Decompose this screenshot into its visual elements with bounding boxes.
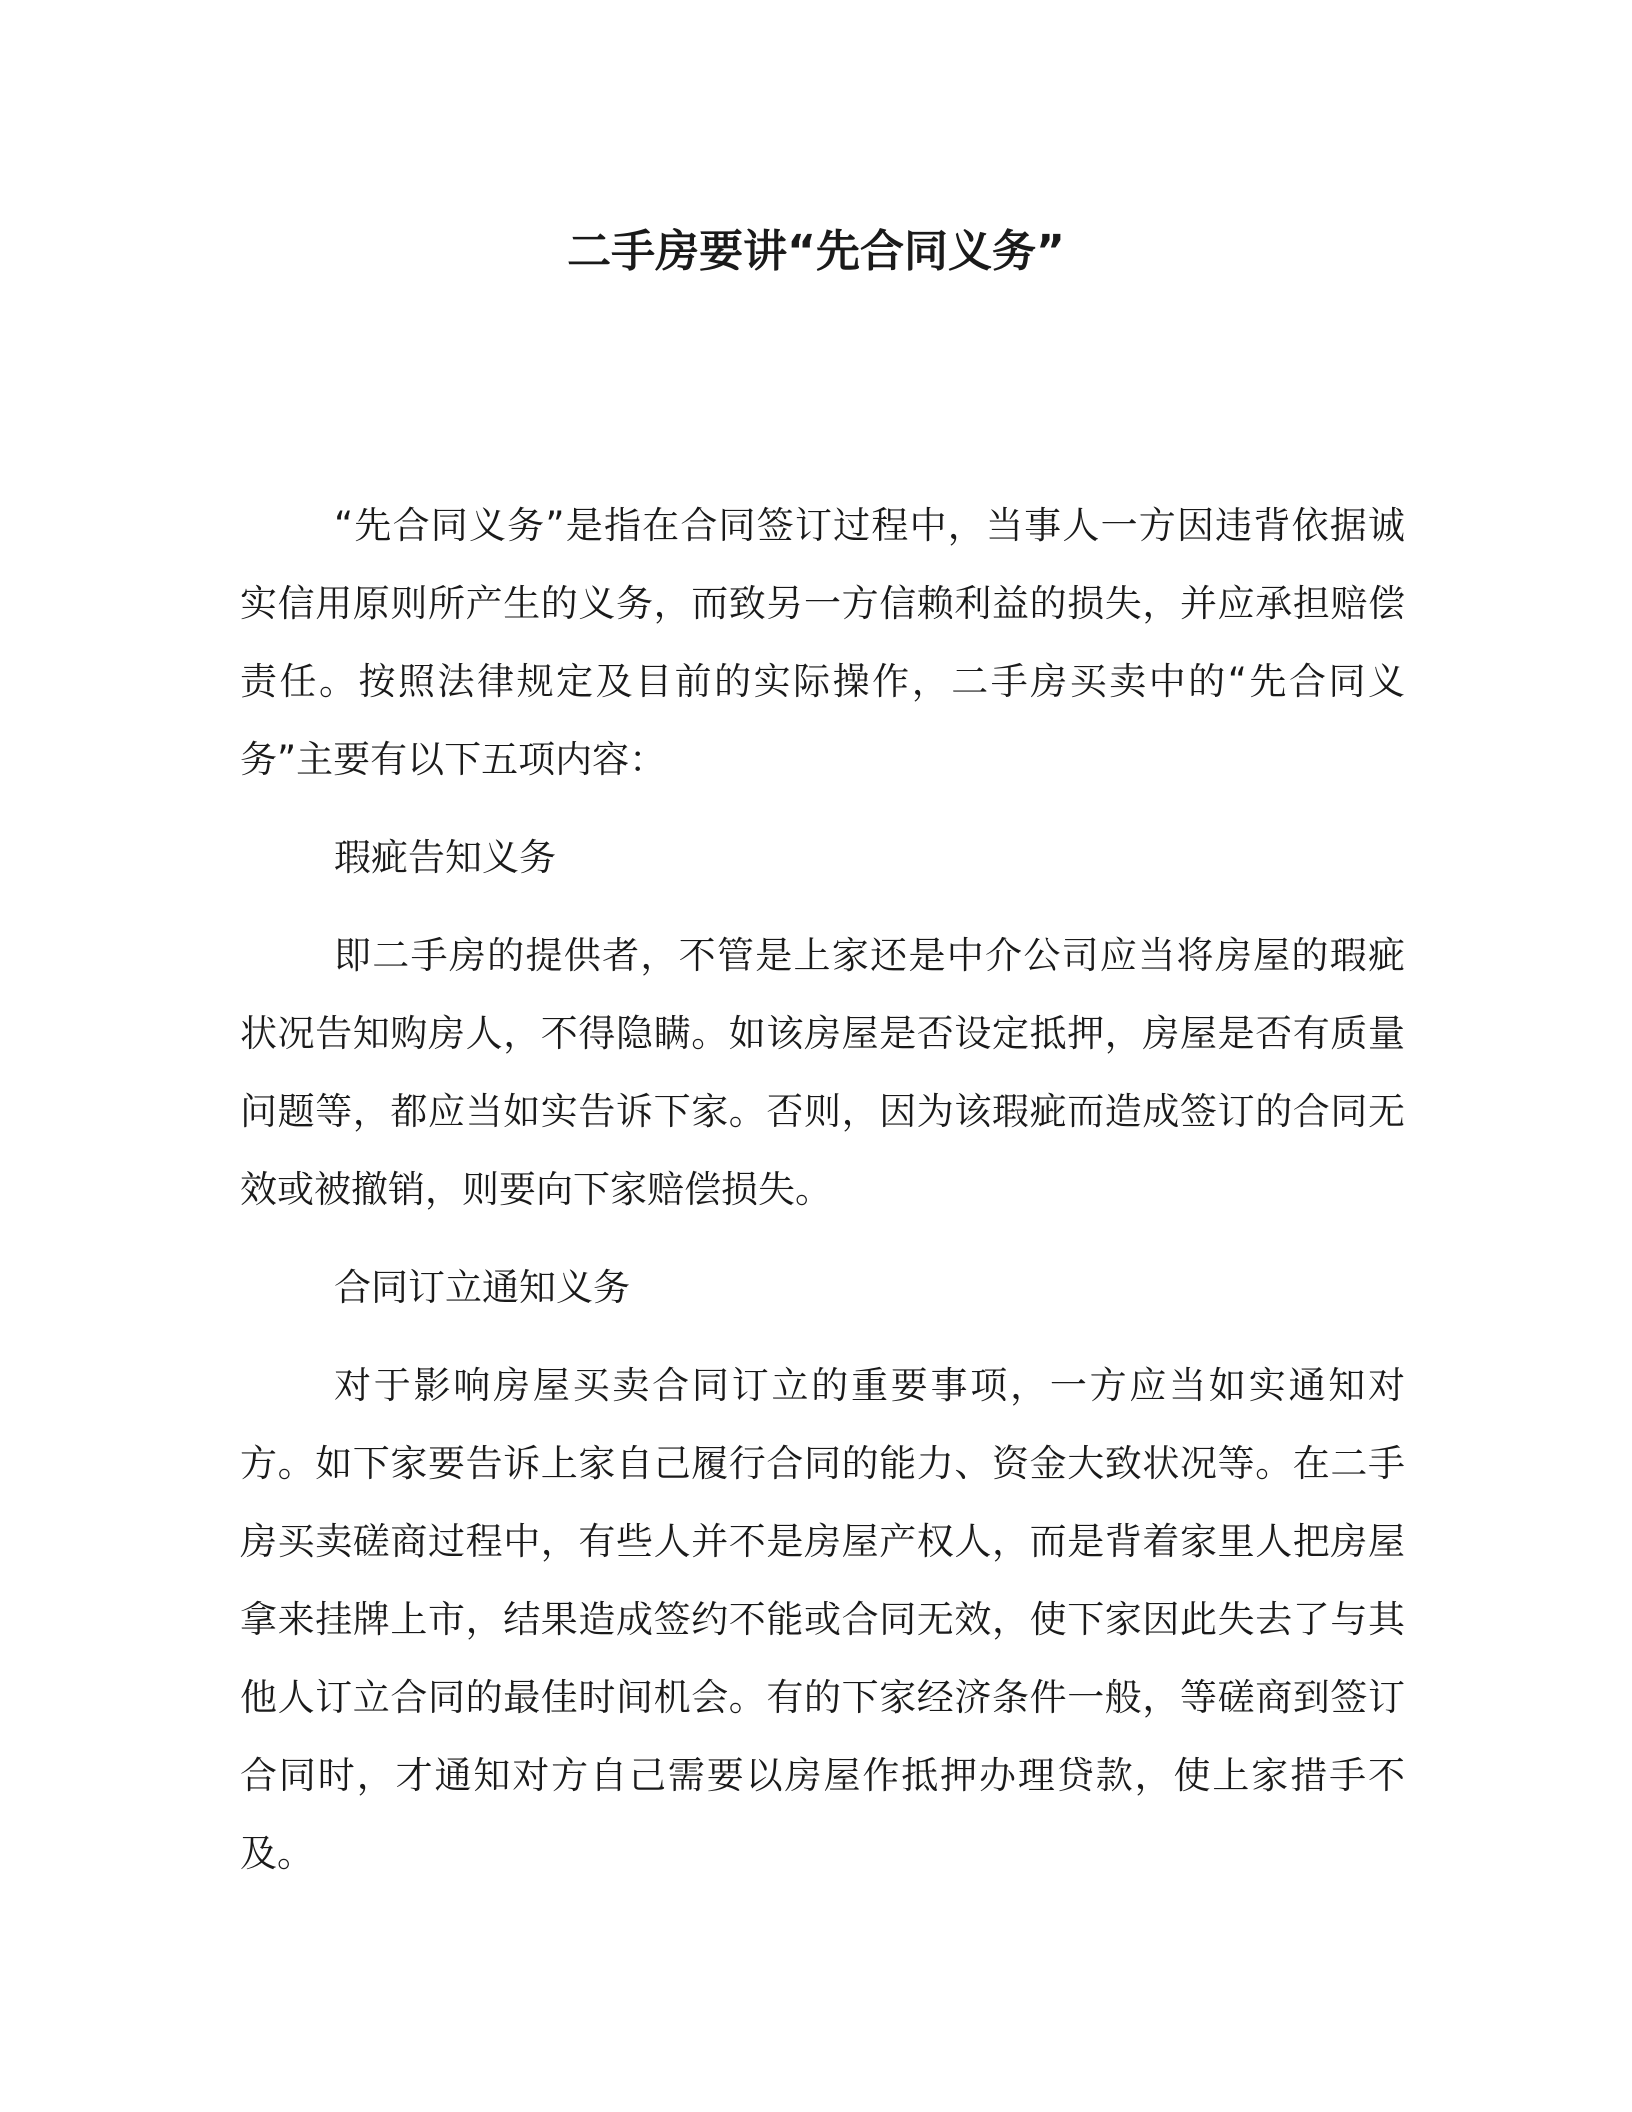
heading-contract-notice: 合同订立通知义务: [334, 1266, 630, 1309]
heading-defect-disclosure: 瑕疵告知义务: [334, 836, 556, 879]
paragraph-contract-notice: 对于影响房屋买卖合同订立的重要事项，一方应当如实通知对方。如下家要告诉上家自己履行合同的能力、资金大致状况等。在二手房买卖磋商过程中，有些人并不是房屋产权人，而是背着家里人把房屋拿来挂牌上市，结果造成签约不能或合同无效，使下家因此失去了与其他人订立合同的最佳时间机会。有的下家经济条件一般，等磋商到签订合同时，才通知对方自己需要以房屋作抵押办理贷款，使上家措手不及。: [240, 1364, 1405, 1875]
paragraph-definition: “先合同义务”是指在合同签订过程中，当事人一方因违背依据诚实信用原则所产生的义务，而致另一方信赖利益的损失，并应承担赔偿责任。按照法律规定及目前的实际操作，二手房买卖中的“先合同义务”主要有以下五项内容：: [240, 504, 1405, 781]
document-body: [240, 487, 1405, 1913]
document-title: 二手房要讲“先合同义务”: [567, 226, 1065, 277]
paragraph-defect-disclosure: 即二手房的提供者，不管是上家还是中介公司应当将房屋的瑕疵状况告知购房人，不得隐瞒。如该房屋是否设定抵押，房屋是否有质量问题等，都应当如实告诉下家。否则，因为该瑕疵而造成签订的合同无效或被撤销，则要向下家赔偿损失。: [240, 934, 1405, 1211]
